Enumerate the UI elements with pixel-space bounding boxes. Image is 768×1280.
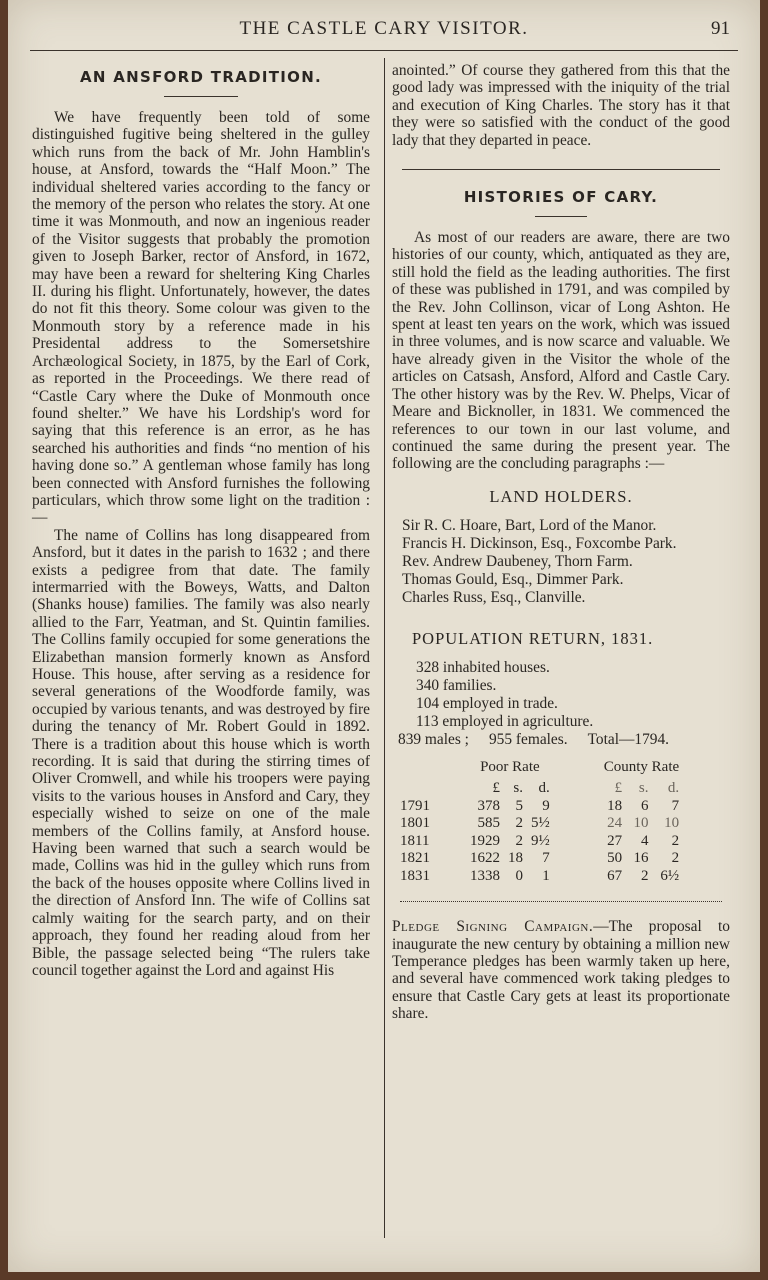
- county-pounds: 24: [607, 815, 623, 832]
- population-heading: POPULATION RETURN, 1831.: [412, 628, 654, 648]
- county-shillings: 6: [640, 797, 649, 814]
- county-pounds: 67: [607, 867, 623, 884]
- county-shillings: 10: [633, 815, 649, 832]
- pledge-title: Pledge Signing Campaign.: [392, 918, 594, 936]
- population-line: 328 inhabited houses.: [416, 658, 550, 676]
- header-rule: [30, 50, 738, 51]
- land-holder: Rev. Andrew Daubeney, Thorn Farm.: [402, 552, 633, 570]
- table-row: [396, 850, 683, 868]
- land-holder: Charles Russ, Esq., Clanville.: [402, 588, 586, 606]
- rates-units-header: [396, 780, 683, 798]
- land-holders-heading: LAND HOLDERS.: [489, 486, 633, 506]
- county-pounds: 50: [607, 850, 623, 867]
- poor-shillings: 18: [508, 850, 523, 867]
- rates-group-header: [396, 759, 683, 781]
- unit-shillings: s.: [638, 780, 649, 797]
- poor-pounds: 1929: [470, 832, 500, 849]
- table-row: [396, 798, 683, 816]
- table-row: [396, 868, 683, 886]
- county-pence: 2: [671, 850, 680, 867]
- left-column: [32, 62, 370, 979]
- year-cell: 1831: [400, 867, 430, 884]
- population-line: 340 families.: [416, 676, 497, 694]
- ansford-tradition-heading: AN ANSFORD TRADITION.: [79, 68, 323, 86]
- county-shillings: 4: [640, 832, 649, 849]
- county-pounds: 18: [607, 797, 623, 814]
- table-row: [396, 833, 683, 851]
- table-row: [396, 815, 683, 833]
- year-cell: 1811: [400, 832, 430, 849]
- unit-pence: d.: [538, 780, 550, 797]
- section-rule: [402, 169, 720, 170]
- poor-pence: 5½: [531, 815, 550, 832]
- heading-rule: [164, 96, 238, 97]
- poor-pounds: 378: [477, 797, 500, 814]
- population-total: Total—1794.: [587, 730, 670, 748]
- poor-pence: 7: [542, 850, 550, 867]
- poor-pounds: 1338: [470, 867, 500, 884]
- land-holders-list: [392, 517, 730, 607]
- males-count: 839 males ;: [398, 730, 469, 748]
- article-paragraph: We have frequently been told of some distinguished fugitive being sheltered in the gulley which runs from the back of Mr. John Hamblin's house, at Ansford, towards the “Half Moon.” The individual sheltered varies according to the fancy or the memory of the person who relates the story. At one time it was Monmouth, and now an ingenious reader of the Visitor suggests that probably the promotion given to Joseph Barker, rector of Ansford, in 1672, may have been a reward for sheltering King Charles II. during his flight. Unfortunately, however, the dates do not fit this theory. Some colour was given to the Monmouth story by a reference made in his Presidental address to the Somersetshire Archæological Society, in 1875, by the Earl of Cork, as reported in the Proceedings. We there read of “Castle Cary where the Duke of Monmouth once found shelter.” We have his Lordship's word for saying that this reference is an error, as he has searched his authorities and finds “no mention of his having done so.” A gentleman whose family has long been connected with Ansford furnishes the following particulars, which throw some light on the tradition :—: [32, 109, 370, 527]
- population-summary: [398, 731, 730, 749]
- page-number: 91: [711, 18, 730, 39]
- heading-rule: [535, 216, 587, 217]
- land-holder: Thomas Gould, Esq., Dimmer Park.: [402, 570, 624, 588]
- land-holder: Francis H. Dickinson, Esq., Foxcombe Park.: [402, 534, 677, 552]
- continuation-paragraph: anointed.” Of course they gathered from this that the good lady was impressed with the iniquity of the trial and execution of King Charles. The story has it that they were so satisfied with the conduct of the good lady that they departed in peace.: [392, 62, 730, 149]
- county-pounds: 27: [607, 832, 623, 849]
- poor-pence: 9½: [531, 832, 550, 849]
- unit-shillings: s.: [513, 780, 523, 797]
- section-rule: [400, 901, 722, 902]
- poor-pounds: 1622: [470, 850, 500, 867]
- poor-pence: 1: [542, 867, 550, 884]
- pledge-paragraph: [392, 918, 730, 1022]
- county-pence: 7: [671, 797, 680, 814]
- county-rate-label: County Rate: [603, 758, 680, 775]
- year-cell: 1801: [400, 815, 430, 832]
- document-page: [8, 0, 760, 1272]
- histories-paragraph: As most of our readers are aware, there are two histories of our county, which, antiquated as they are, still hold the field as the leading authorities. The first of these was published in 1791, and was compiled by the Rev. John Collinson, vicar of Long Ashton. He spent at least ten years on the work, which was issued in three volumes, and is now scarce and valuable. We have already given in the Visitor the whole of the articles on Catsash, Ansford, Alford and Castle Cary. The other history was by the Rev. W. Phelps, Vicar of Meare and Bicknoller, in 1831. We commenced the references to our town in our last volume, and continued the same during the present year. The following are the concluding paragraphs :—: [392, 229, 730, 473]
- article-paragraph: The name of Collins has long disappeared from Ansford, but it dates in the parish to 1632 ; and there exists a pedigree from that date. The family intermarried with the Boweys, Watts, and Dalton (Shanks house) families. The family was also nearly allied to the Farr, Yeatman, and St. Quintin families. The Collins family occupied for some generations the Elizabethan mansion formerly known as Ansford House. This house, after serving as a residence for several generations of the Woodforde family, was occupied by various tenants, and was destroyed by fire during the tenancy of Mr. Robert Gould in 1892. There is a tradition about this house which is worth recording. It is said that during the stirring times of Oliver Cromwell, and while his troopers were paying visits to the various houses in Ansford and Cary, they especially wished to seize on one of the male members of the Collins family, at Ansford house. Having been warned that such a search would be made, Collins was hid in the gulley which runs from the back of the houses opposite where Collins lived in the direction of Ansford Inn. The wife of Collins sat calmly waiting for the search party, and on their approach, they found her reading aloud from her Bible, the passage selected being “The rulers take council together against the Lord and against His: [32, 526, 370, 979]
- county-shillings: 2: [640, 867, 649, 884]
- rates-table: [396, 759, 683, 886]
- running-title: THE CASTLE CARY VISITOR.: [239, 18, 529, 39]
- histories-heading: HISTORIES OF CARY.: [463, 188, 659, 207]
- county-shillings: 16: [633, 850, 649, 867]
- poor-shillings: 0: [515, 867, 523, 884]
- poor-shillings: 2: [515, 815, 523, 832]
- year-cell: 1791: [400, 797, 430, 814]
- population-line: 113 employed in agriculture.: [416, 712, 594, 730]
- poor-shillings: 5: [515, 797, 523, 814]
- county-pence: 10: [664, 815, 680, 832]
- right-column: [392, 62, 730, 1023]
- land-holder: Sir R. C. Hoare, Bart, Lord of the Manor.: [402, 516, 657, 534]
- county-pence: 2: [671, 832, 680, 849]
- year-cell: 1821: [400, 850, 430, 867]
- county-pence: 6½: [660, 867, 680, 884]
- poor-rate-label: Poor Rate: [480, 758, 540, 775]
- column-divider: [384, 58, 385, 1238]
- poor-shillings: 2: [515, 832, 523, 849]
- running-header: [8, 18, 760, 44]
- unit-pounds: £: [492, 780, 500, 797]
- unit-pounds: £: [614, 780, 623, 797]
- pledge-text: —The proposal to inaugurate the new century by obtaining a million new Temperance pledges has been warmly taken up here, and several have commenced work taking pledges to ensure that Castle Cary gets at least its proportionate share.: [392, 918, 730, 1023]
- females-count: 955 females.: [488, 730, 568, 748]
- poor-pence: 9: [542, 797, 550, 814]
- population-line: 104 employed in trade.: [416, 694, 558, 712]
- unit-pence: d.: [667, 780, 680, 797]
- poor-pounds: 585: [477, 815, 500, 832]
